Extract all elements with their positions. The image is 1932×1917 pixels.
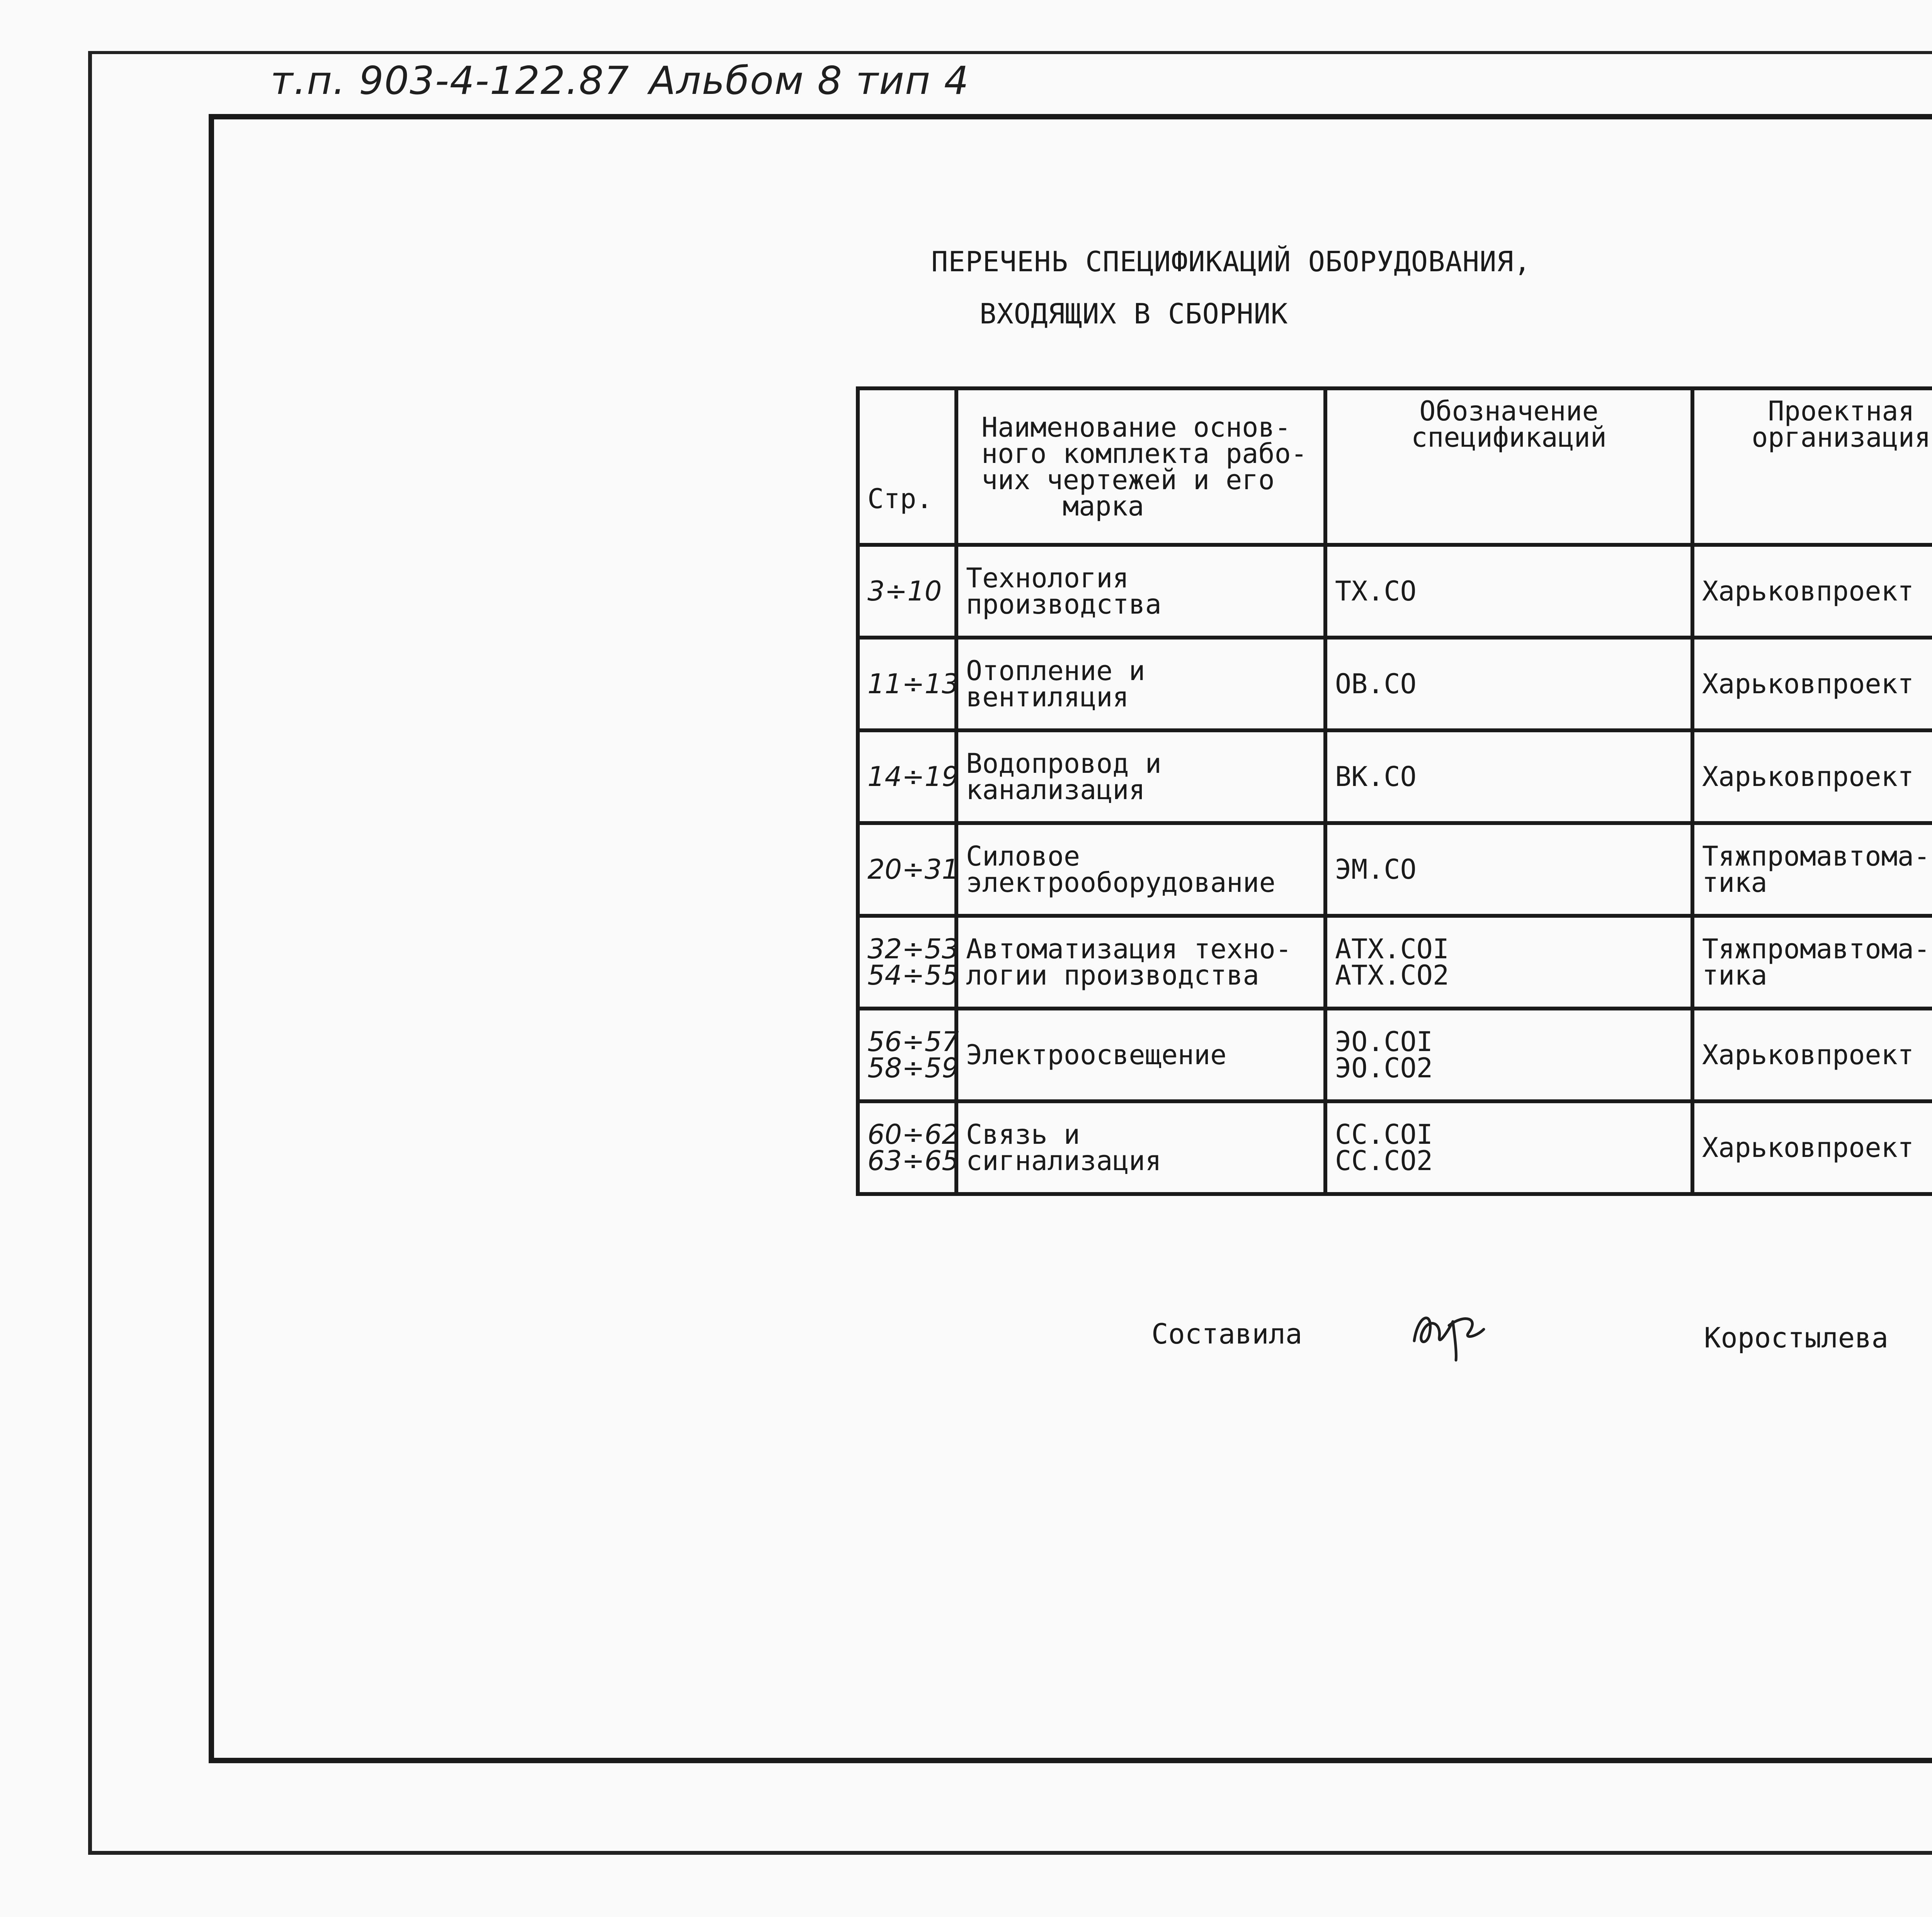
org-line: Харьковпроект (1702, 575, 1914, 607)
page-title (931, 236, 1531, 340)
row-name (956, 916, 1325, 1009)
row-name (956, 730, 1325, 823)
doc-number: т.п. 903-4-122.87 (270, 58, 630, 103)
header-name-line: ного комплекта рабо- (981, 437, 1307, 469)
code-line: ТХ.СО (1335, 575, 1417, 607)
code-line: АТХ.СО2 (1335, 959, 1449, 991)
row-pages (858, 730, 959, 823)
table-row (858, 1101, 1932, 1194)
title-line-2: ВХОДЯЩИХ В СБОРНИК (980, 298, 1288, 330)
table-row (858, 916, 1932, 1009)
row-org (1692, 1009, 1932, 1101)
code-line: СС.СО2 (1335, 1145, 1433, 1177)
table-row (858, 638, 1932, 730)
header-name-line: Наименование основ- (981, 411, 1291, 443)
table-row (858, 730, 1932, 823)
code-line: АТХ.СОI (1335, 933, 1449, 965)
row-code (1325, 730, 1692, 823)
table-row (858, 1009, 1932, 1101)
org-line: Харьковпроект (1702, 761, 1914, 793)
row-code (1325, 916, 1692, 1009)
org-line: Тяжпромавтома- (1702, 840, 1930, 872)
name-line: вентиляция (966, 681, 1129, 713)
row-pages (858, 823, 959, 916)
table-row (858, 823, 1932, 916)
code-line: ЭМ.СО (1335, 854, 1417, 885)
header-name-line: марка (1063, 490, 1144, 522)
row-name (956, 638, 1325, 730)
name-line: Силовое (966, 840, 1080, 872)
code-line: СС.СОI (1335, 1119, 1433, 1150)
code-line: ЭО.СОI (1335, 1026, 1433, 1058)
name-line: сигнализация (966, 1145, 1162, 1177)
page-range: 58÷59 (867, 1052, 959, 1084)
row-pages (858, 1009, 959, 1101)
org-line: тика (1702, 867, 1767, 898)
row-pages (858, 638, 959, 730)
header-code-line: Обозначение (1419, 395, 1599, 427)
page-range: 11÷13 (867, 668, 959, 700)
page-range: 3÷10 (867, 575, 942, 607)
row-org (1692, 1101, 1932, 1194)
row-org (1692, 545, 1932, 638)
header-name-line: чих чертежей и его (981, 464, 1275, 496)
name-line: Автоматизация техно- (966, 933, 1292, 965)
row-code (1325, 1101, 1692, 1194)
row-name (956, 823, 1325, 916)
page-range: 54÷55 (867, 959, 959, 991)
row-name (956, 1101, 1325, 1194)
page-range: 14÷19 (867, 761, 959, 793)
page-range: 20÷31 (867, 854, 959, 885)
name-line: логии производства (966, 959, 1259, 991)
spec-table (856, 386, 1932, 1196)
name-line: Отопление и (966, 655, 1145, 687)
org-line: тика (1702, 959, 1767, 991)
signer-name: Коростылева (1704, 1322, 1888, 1354)
row-name (956, 1009, 1325, 1101)
header-page: Стр. (858, 388, 956, 545)
org-line: Харьковпроект (1702, 1132, 1914, 1163)
title-line-1: ПЕРЕЧЕНЬ СПЕЦИФИКАЦИЙ ОБОРУДОВАНИЯ, (931, 245, 1531, 278)
page-range: 32÷53 (867, 933, 959, 965)
name-line: канализация (966, 774, 1145, 806)
page-range: 60÷62 (867, 1119, 959, 1150)
table-row (858, 545, 1932, 638)
org-line: Харьковпроект (1702, 1039, 1914, 1071)
org-line: Тяжпромавтома- (1702, 933, 1930, 965)
row-code (1325, 1009, 1692, 1101)
page-range: 56÷57 (867, 1026, 959, 1058)
code-line: ВК.СО (1335, 761, 1417, 793)
name-line: Связь и (966, 1119, 1080, 1150)
row-org (1692, 730, 1932, 823)
row-org (1692, 823, 1932, 916)
compiled-by-label: Составила (1151, 1318, 1303, 1350)
row-pages (858, 545, 956, 638)
row-code (1325, 638, 1692, 730)
album-label: Альбом 8 тип 4 (649, 58, 969, 103)
header-org (1692, 388, 1932, 545)
name-line: производства (966, 589, 1162, 620)
row-pages (858, 916, 959, 1009)
row-code (1325, 545, 1692, 638)
header-code-line: спецификаций (1411, 422, 1607, 453)
name-line: Электроосвещение (966, 1039, 1227, 1071)
row-pages (858, 1101, 959, 1194)
row-org (1692, 638, 1932, 730)
table-header-row (858, 388, 1932, 545)
header-org-line: Проектная (1768, 395, 1915, 427)
row-code (1325, 823, 1692, 916)
name-line: электрооборудование (966, 867, 1276, 898)
code-line: ЭО.СО2 (1335, 1052, 1433, 1084)
row-org (1692, 916, 1932, 1009)
header-code (1325, 388, 1692, 545)
page-range: 63÷65 (867, 1145, 959, 1177)
header-name (956, 388, 1325, 545)
org-line: Харьковпроект (1702, 668, 1914, 700)
code-line: ОВ.СО (1335, 668, 1417, 700)
header-org-line: организация (1752, 422, 1931, 453)
name-line: Технология (966, 562, 1129, 594)
signature-icon (1406, 1298, 1492, 1364)
row-name (956, 545, 1325, 638)
name-line: Водопровод и (966, 748, 1162, 779)
